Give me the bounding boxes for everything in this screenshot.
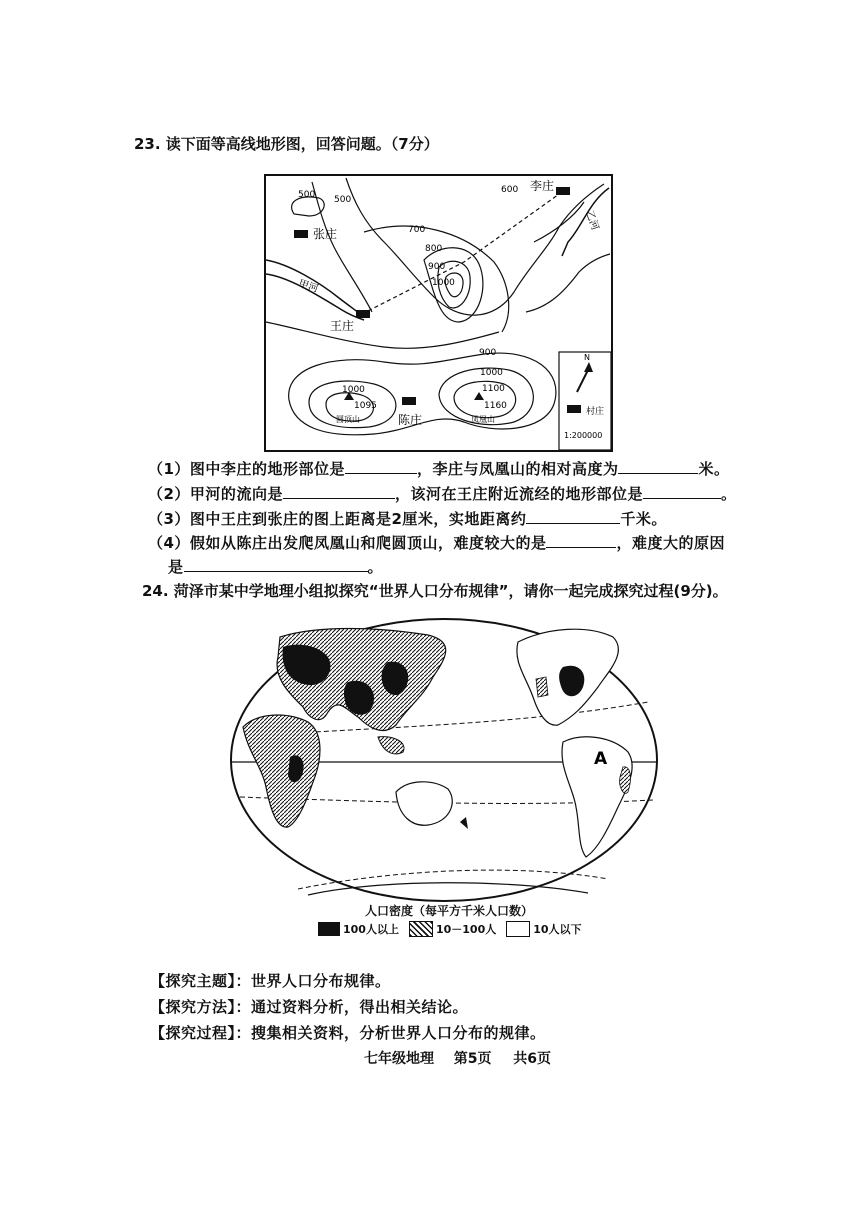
q23-4 — [148, 532, 725, 553]
label-600: 600 — [501, 185, 519, 195]
label-peak1-elev: 1095 — [354, 401, 377, 411]
footer-total: 共6页 — [513, 1051, 551, 1067]
legend-village-symbol — [567, 405, 581, 413]
village-lizhuang — [556, 187, 570, 195]
legend-swatch-dense — [318, 922, 340, 936]
label-700: 700 — [408, 225, 426, 235]
footer-page: 第5页 — [453, 1051, 492, 1067]
q23-2-text-a: （2）甲河的流向是 — [148, 485, 283, 503]
label-peak1-name: 圆顶山 — [336, 415, 360, 424]
label-900b: 900 — [479, 348, 497, 358]
label-yihe: 乙河 — [583, 209, 601, 232]
q23-title: 23. 读下面等高线地形图，回答问题。（7分） — [134, 135, 439, 153]
village-chenzhuang — [402, 397, 416, 405]
q23-4-text-c: 是 — [168, 558, 184, 576]
label-1000a: 1000 — [432, 278, 455, 288]
q23-3-text-a: （3）图中王庄到张庄的图上距离是2厘米，实地距离约 — [148, 510, 527, 528]
q23-4-blank-a[interactable] — [546, 533, 616, 548]
village-wangzhuang — [356, 310, 370, 318]
legend-swatch-medium — [409, 921, 433, 937]
label-peak2-name: 凤凰山 — [471, 415, 495, 424]
q23-3-blank-a[interactable] — [526, 509, 620, 524]
label-scale: 1:200000 — [564, 431, 603, 440]
label-lizhuang: 李庄 — [530, 179, 555, 193]
label-900a: 900 — [428, 262, 446, 272]
legend-label-sparse: 10人以下 — [533, 923, 582, 936]
population-legend — [318, 921, 582, 937]
q23-1-blank-b[interactable] — [618, 459, 698, 474]
q23-2 — [148, 483, 736, 504]
population-legend-title: 人口密度（每平方千米人口数） — [365, 904, 534, 918]
label-north: N — [584, 353, 590, 362]
q23-1-text-c: 米。 — [698, 460, 730, 478]
legend-swatch-sparse — [506, 921, 530, 937]
label-1000b: 1000 — [480, 368, 503, 378]
q24-title: 24. 菏泽市某中学地理小组拟探究“世界人口分布规律”，请你一起完成探究过程(9分)。 — [142, 582, 728, 600]
world-population-map — [228, 617, 660, 903]
q23-2-blank-b[interactable] — [643, 484, 721, 499]
q23-3 — [148, 508, 667, 529]
q23-4-text-d: 。 — [367, 558, 384, 576]
label-chenzhuang: 陈庄 — [398, 413, 423, 427]
village-zhangzhuang — [294, 230, 308, 238]
label-jiahe: 甲河 — [297, 278, 320, 296]
inquiry-topic-label: 【探究主题】： — [150, 972, 252, 990]
label-zhangzhuang: 张庄 — [313, 227, 338, 241]
label-a: A — [594, 749, 608, 769]
inquiry-method-text: 通过资料分析，得出相关结论。 — [251, 998, 469, 1016]
q23-2-blank-a[interactable] — [283, 484, 395, 499]
footer-subject: 七年级地理 — [364, 1051, 434, 1067]
inquiry-method-label: 【探究方法】： — [150, 998, 252, 1016]
label-legend-village: 村庄 — [586, 407, 605, 417]
contour-map — [264, 172, 614, 454]
label-1100: 1100 — [482, 384, 505, 394]
west-coast-medium — [536, 677, 548, 697]
legend-label-medium: 10－100人 — [435, 923, 497, 936]
q23-1-text-b: ，李庄与凤凰山的相对高度为 — [416, 460, 619, 478]
label-500a: 500 — [298, 190, 316, 200]
inquiry-topic-text: 世界人口分布规律。 — [251, 972, 391, 990]
q23-4-cont — [168, 556, 383, 577]
inquiry-method — [150, 996, 468, 1017]
q23-1-text-a: （1）图中李庄的地形部位是 — [148, 460, 345, 478]
legend-label-dense: 100人以上 — [343, 923, 399, 936]
inquiry-process-text: 搜集相关资料，分析世界人口分布的规律。 — [251, 1024, 546, 1042]
q23-3-text-b: 千米。 — [620, 510, 667, 528]
inquiry-process — [150, 1022, 546, 1043]
label-800: 800 — [425, 244, 443, 254]
label-peak2-elev: 1160 — [484, 401, 507, 411]
q23-4-blank-b[interactable] — [184, 557, 368, 572]
label-500b: 500 — [334, 195, 352, 205]
inquiry-topic — [150, 970, 391, 991]
q23-2-text-c: 。 — [720, 485, 737, 503]
q23-4-text-a: （4）假如从陈庄出发爬凤凰山和爬圆顶山，难度较大的是 — [148, 534, 547, 552]
label-wangzhuang: 王庄 — [330, 319, 355, 333]
inquiry-process-label: 【探究过程】： — [150, 1024, 252, 1042]
q23-1 — [148, 458, 729, 479]
label-1000c: 1000 — [342, 385, 365, 395]
page-footer — [364, 1048, 551, 1068]
q23-1-blank-a[interactable] — [345, 459, 417, 474]
q23-4-text-b: ，难度大的原因 — [616, 534, 725, 552]
q23-2-text-b: ，该河在王庄附近流经的地形部位是 — [394, 485, 643, 503]
